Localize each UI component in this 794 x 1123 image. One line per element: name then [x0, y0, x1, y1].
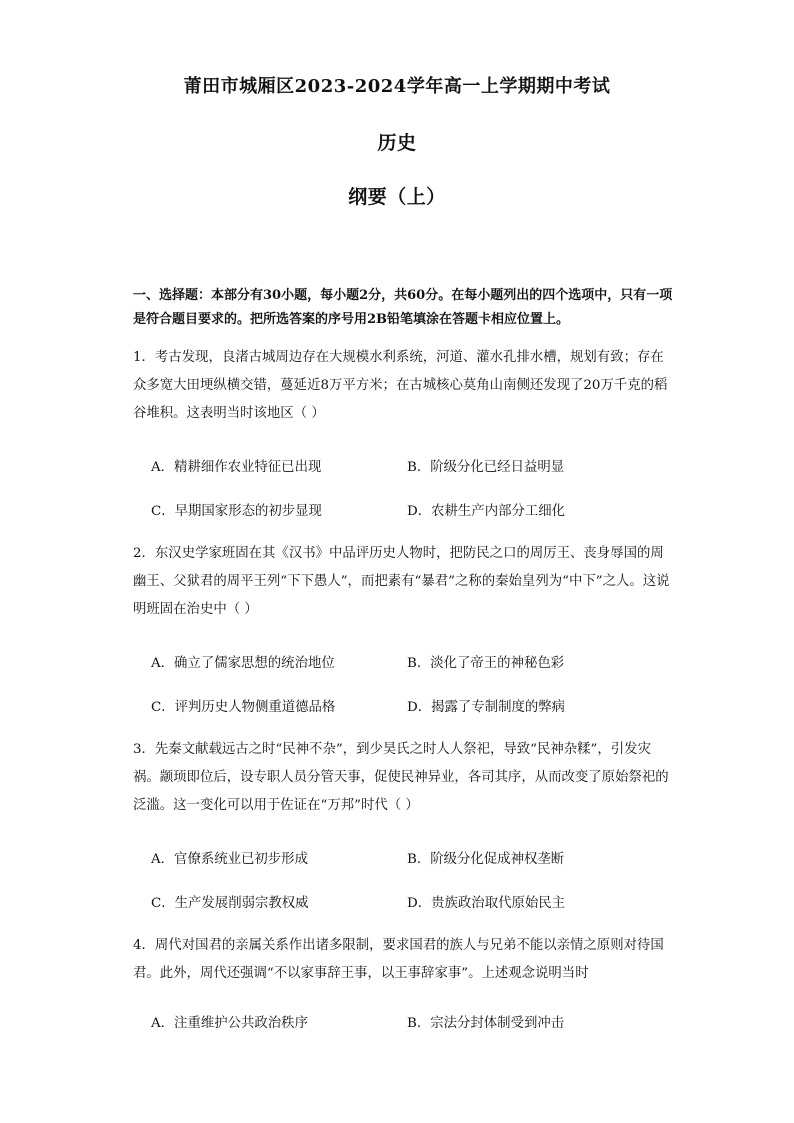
option-a: A．确立了儒家思想的统治地位 [151, 656, 335, 671]
option-d: D．农耕生产内部分工细化 [407, 504, 566, 519]
option-d: D．贵族政治取代原始民主 [407, 896, 566, 911]
option-b: B．阶级分化已经日益明显 [407, 460, 565, 475]
options-row [151, 456, 671, 478]
subtitle: 纲要（上） [348, 186, 446, 208]
option-a: A．精耕细作农业特征已出现 [151, 460, 322, 475]
option-c: C．早期国家形态的初步显现 [151, 504, 322, 519]
options-row [151, 500, 671, 522]
option-b: B．阶级分化促成神权垄断 [407, 852, 565, 867]
option-a: A．注重维护公共政治秩序 [151, 1016, 308, 1031]
subject-title: 历史 [377, 132, 417, 154]
question-2-stem: 2．东汉史学家班固在其《汉书》中品评历史人物时，把防民之口的周厉王、丧身辱国的周幽王、父狱君的周平王列“下下愚人”，而把素有“暴君”之称的秦始皇列为“中下”之人。这说明班固在治史中（ ） [133, 546, 670, 617]
option-b: B．宗法分封体制受到冲击 [407, 1016, 565, 1031]
option-b: B．淡化了帝王的神秘色彩 [407, 656, 565, 671]
option-c: C．生产发展削弱宗教权威 [151, 896, 309, 911]
question-3-stem: 3．先秦文献载远古之时“民神不杂”，到少昊氏之时人人祭祀，导致“民神杂糅”，引发灾祸。颛顼即位后，设专职人员分管天事，促使民神异业，各司其序，从而改变了原始祭祀的泛滥。这一变化可以用于佐证在“万邦”时代（ ） [133, 742, 669, 813]
option-d: D．揭露了专制制度的弊病 [407, 700, 566, 715]
options-row [151, 892, 671, 914]
section-instructions: 一、选择题：本部分有30小题，每小题2分，共60分。在每小题列出的四个选项中，只有一项是符合题目要求的。把所选答案的序号用2B铅笔填涂在答题卡相应位置上。 [133, 288, 673, 327]
option-c: C．评判历史人物侧重道德品格 [151, 700, 336, 715]
option-a: A．官僚系统业已初步形成 [151, 852, 308, 867]
question-4-stem: 4．周代对国君的亲属关系作出诸多限制，要求国君的族人与兄弟不能以亲情之原则对待国君。此外，周代还强调“不以家事辞王事，以王事辞家事”。上述观念说明当时 [133, 938, 664, 981]
options-row [151, 696, 671, 718]
exam-title: 莆田市城厢区2023-2024学年高一上学期期中考试 [183, 76, 611, 97]
options-row [151, 652, 671, 674]
question-1-stem: 1．考古发现，良渚古城周边存在大规模水利系统，河道、灌水孔排水槽，规划有致；存在众多宽大田埂纵横交错，蔓延近8万平方米；在古城核心莫角山南侧还发现了20万千克的稻谷堆积。这表明当时该地区（ ） [133, 350, 668, 421]
options-row [151, 848, 671, 870]
options-row [151, 1012, 671, 1034]
